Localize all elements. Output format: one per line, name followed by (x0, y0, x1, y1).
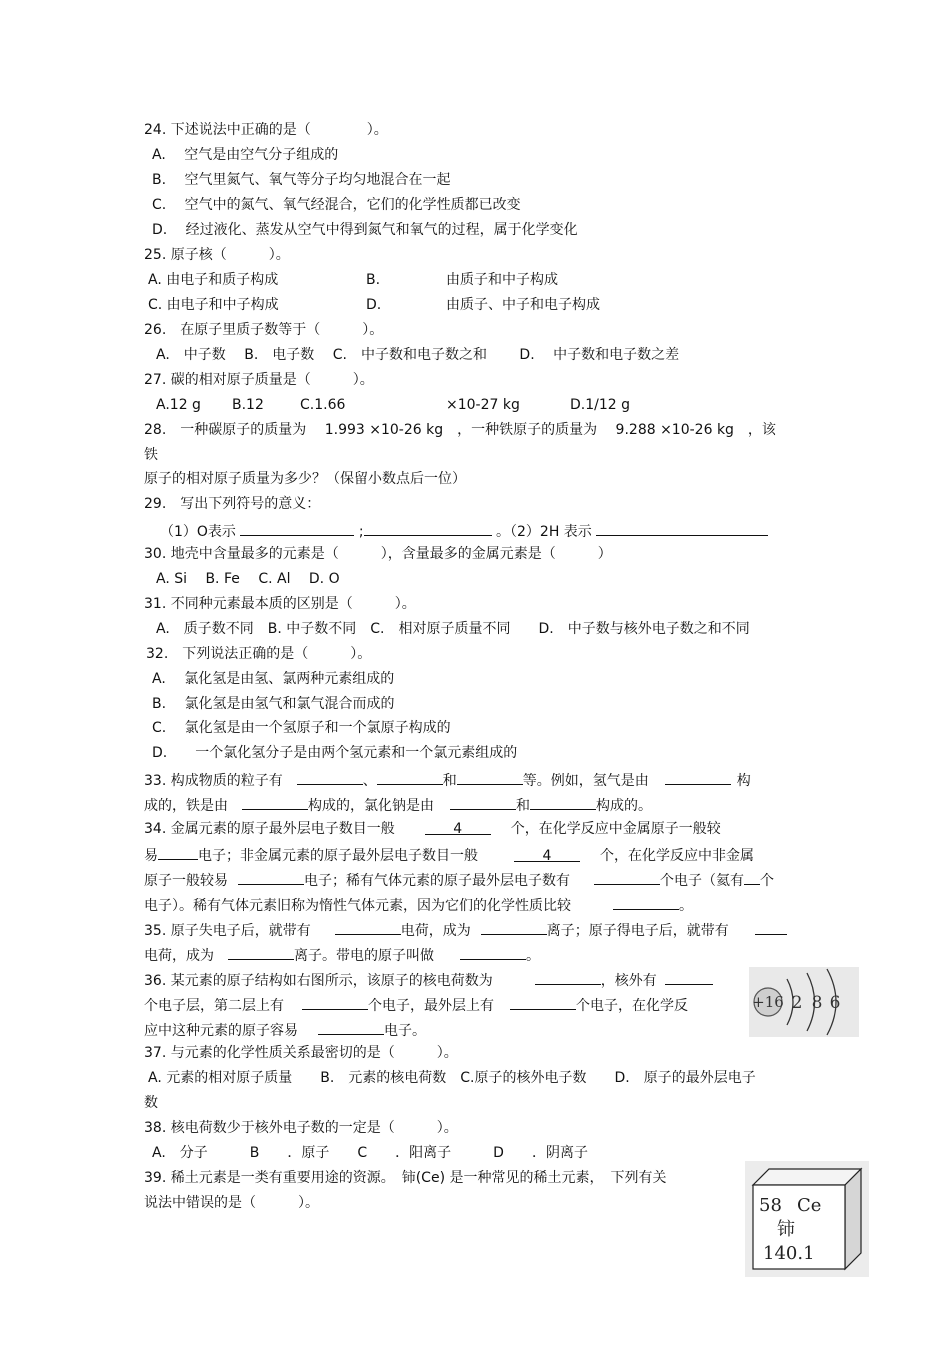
q29-blank-2[interactable] (364, 521, 492, 536)
q35-text-5: 离子。带电的原子叫做 (294, 948, 434, 964)
q36-text-3: 个电子层，第二层上有 (144, 998, 284, 1014)
cube-side-face (845, 1169, 861, 1269)
q29-stem: 29. 写出下列符号的意义： (144, 496, 321, 512)
q33-text-1: 33. 构成物质的粒子有 (144, 773, 283, 789)
q33-line2 (144, 795, 652, 815)
q27-option-a: A.12 g (156, 397, 201, 413)
q35-line2 (144, 945, 540, 965)
q33-text-4: 等。例如，氢气是由 (522, 773, 649, 789)
q37-options-cont: 数 (144, 1095, 158, 1111)
q33-blank-2[interactable] (377, 770, 443, 785)
q34-answer-2[interactable]: 4 (514, 847, 580, 862)
q30-options: A. Si B. Fe C. Al D. O (156, 571, 340, 587)
q29-blank-3[interactable] (596, 521, 768, 536)
q35-text-2: 电荷，成为 (400, 923, 471, 939)
element-symbol: Ce (797, 1195, 822, 1216)
q25-option-b: 由质子和中子构成 (446, 272, 558, 288)
q25-stem: 25. 原子核（ ）。 (144, 247, 290, 263)
q25-option-d: 由质子、中子和电子构成 (446, 297, 600, 313)
q34-text-4: 电子；非金属元素的原子最外层电子数目一般 (198, 848, 478, 864)
q38-options: A. 分子 B ．原子 C ．阳离子 D ．阴离子 (152, 1145, 588, 1161)
q24-option-d: D. 经过液化、蒸发从空气中得到氮气和氧气的过程，属于化学变化 (152, 222, 578, 238)
q34-text-8: 个电子（氦有 (660, 873, 744, 889)
q33-text-2: 、 (362, 773, 377, 789)
atom-structure-diagram (749, 967, 859, 1037)
atomic-number: 58 (759, 1195, 782, 1216)
q34-text-7: 电子；稀有气体元素的原子最外层电子数有 (304, 873, 570, 889)
q34-line2 (144, 845, 754, 865)
q37-options: A. 元素的相对原子质量 B. 元素的核电荷数 C.原子的核外电子数 D. 原子的最外层电子 (148, 1070, 756, 1086)
q24-option-a: A. 空气是由空气分子组成的 (152, 147, 339, 163)
q24-option-c: C. 空气中的氮气、氧气经混合，它们的化学性质都已改变 (152, 197, 521, 213)
q33-blank-3[interactable] (457, 770, 523, 785)
q31-stem: 31. 不同种元素最本质的区别是（ ）。 (144, 596, 416, 612)
q35-text-3: 离子；原子得电子后，就带有 (546, 923, 729, 939)
q30-stem: 30. 地壳中含量最多的元素是（ ），含量最多的金属元素是（ ） (144, 546, 612, 562)
q35-text-4: 电荷，成为 (144, 948, 214, 964)
q33-text-6: 成的，铁是由 (144, 798, 228, 814)
q36-text-5: 个电子，在化学反 (576, 998, 688, 1014)
q33-text-5: 构 (736, 773, 751, 789)
q36-blank-2[interactable] (665, 970, 713, 985)
nucleus-charge: +16 (752, 993, 784, 1011)
q38-stem: 38. 核电荷数少于核外电子数的一定是（ ）。 (144, 1120, 458, 1136)
q33-line1 (144, 770, 751, 790)
q27-option-b: B.12 (232, 397, 264, 413)
q29-sep: ; (358, 524, 364, 540)
q39-line1: 39. 稀土元素是一类有重要用途的资源。 铈(Ce) 是一种常见的稀土元素， 下列有关 (144, 1170, 667, 1186)
q34-text-9: 个 (760, 873, 774, 889)
q36-blank-5[interactable] (318, 1020, 384, 1035)
q35-blank-2[interactable] (481, 920, 547, 935)
q28-line1: 28. 一种碳原子的质量为 1.993 ×10-26 kg ，一种铁原子的质量为 9.288 ×10-26 kg ，该 (144, 422, 776, 438)
q34-text-11: 。 (679, 898, 693, 914)
q34-text-5: 个，在化学反应中非金属 (600, 848, 754, 864)
q36-line1 (144, 970, 713, 990)
q36-text-7: 电子。 (384, 1023, 426, 1039)
q34-line1 (144, 820, 721, 838)
q32-option-d: D. 一个氯化氢分子是由两个氢元素和一个氯元素组成的 (152, 745, 518, 761)
q25-option-a: A. 由电子和质子构成 (148, 272, 279, 288)
q36-line2 (144, 995, 688, 1015)
q33-text-9: 构成的。 (596, 798, 652, 814)
q39-line2: 说法中错误的是（ ）。 (144, 1195, 319, 1211)
q27-option-c-unit: ×10-27 kg (446, 397, 520, 413)
q34-text-1: 34. 金属元素的原子最外层电子数目一般 (144, 821, 395, 837)
q35-text-6: 。 (526, 948, 540, 964)
q24-option-b: B. 空气里氮气、氧气等分子均匀地混合在一起 (152, 172, 451, 188)
q33-text-3: 和 (442, 773, 457, 789)
q25-option-b-letter: B. (366, 272, 381, 288)
q27-option-d: D.1/12 g (570, 397, 631, 413)
q34-blank-2[interactable] (238, 870, 304, 885)
q33-blank-6[interactable] (450, 795, 516, 810)
shell-2-electrons: 8 (811, 993, 823, 1013)
q33-blank-5[interactable] (242, 795, 308, 810)
q35-blank-4[interactable] (228, 945, 294, 960)
q36-line3 (144, 1020, 426, 1040)
q35-blank-3[interactable] (755, 920, 787, 935)
q34-text-6: 原子一般较易 (144, 873, 228, 889)
q37-stem: 37. 与元素的化学性质关系最密切的是（ ）。 (144, 1045, 458, 1061)
q36-blank-4[interactable] (510, 995, 576, 1010)
q32-option-a: A. 氯化氢是由氢、氯两种元素组成的 (152, 671, 395, 687)
q25-option-d-letter: D. (366, 297, 382, 313)
q34-line4 (144, 895, 693, 915)
q33-blank-4[interactable] (665, 770, 731, 785)
q35-line1 (144, 920, 787, 940)
q34-blank-3[interactable] (594, 870, 660, 885)
q34-blank-5[interactable] (613, 895, 679, 910)
q36-blank-1[interactable] (535, 970, 601, 985)
q28-line3: 原子的相对原子质量为多少？（保留小数点后一位） (144, 471, 466, 487)
q28-line2: 铁 (144, 447, 158, 463)
q27-option-c: C.1.66 (300, 397, 346, 413)
q35-text-1: 35. 原子失电子后，就带有 (144, 923, 311, 939)
q24-stem: 24. 下述说法中正确的是（ ）。 (144, 122, 388, 138)
q29-blank-1[interactable] (240, 521, 354, 536)
q34-blank-4[interactable] (744, 870, 760, 885)
q33-blank-1[interactable] (297, 770, 363, 785)
q32-stem: 32. 下列说法正确的是（ ）。 (146, 646, 372, 662)
q36-text-2: ，核外有 (600, 973, 657, 989)
atomic-mass: 140.1 (763, 1243, 815, 1264)
q26-stem: 26. 在原子里质子数等于（ ）。 (144, 322, 384, 338)
shell-1-electrons: 2 (791, 993, 803, 1013)
q32-option-c: C. 氯化氢是由一个氢原子和一个氯原子构成的 (152, 720, 451, 736)
q27-stem: 27. 碳的相对原子质量是（ ）。 (144, 372, 374, 388)
q34-blank-1[interactable] (158, 845, 198, 860)
q34-line3 (144, 870, 774, 890)
q34-text-3: 易 (144, 848, 158, 864)
q26-options: A. 中子数 B. 电子数 C. 中子数和电子数之和 D. 中子数和电子数之差 (156, 347, 680, 363)
q29-blanks (160, 521, 768, 541)
q31-options: A. 质子数不同 B. 中子数不同 C. 相对原子质量不同 D. 中子数与核外电子数之和不同 (156, 621, 750, 637)
q35-blank-1[interactable] (335, 920, 401, 935)
q33-blank-7[interactable] (530, 795, 596, 810)
q33-text-8: 和 (516, 798, 530, 814)
cerium-element-cube (745, 1161, 869, 1277)
q35-blank-5[interactable] (460, 945, 526, 960)
shell-3-electrons: 6 (829, 993, 841, 1013)
element-name: 铈 (777, 1219, 795, 1240)
q25-option-c: C. 由电子和中子构成 (148, 297, 279, 313)
q36-text-1: 36. 某元素的原子结构如右图所示，该原子的核电荷数为 (144, 973, 493, 989)
q34-text-10: 电子）。稀有气体元素旧称为惰性气体元素，因为它们的化学性质比较 (144, 898, 571, 914)
q29-part1: （1）O表示 (160, 524, 236, 540)
q34-answer-1[interactable]: 4 (425, 820, 491, 835)
q33-text-7: 构成的，氯化钠是由 (308, 798, 434, 814)
q32-option-b: B. 氯化氢是由氢气和氯气混合而成的 (152, 696, 395, 712)
q36-text-6: 应中这种元素的原子容易 (144, 1023, 298, 1039)
cube-top-face (753, 1169, 861, 1185)
q29-part2: 。（2）2H 表示 (496, 524, 592, 540)
q36-blank-3[interactable] (302, 995, 368, 1010)
q34-text-2: 个，在化学反应中金属原子一般较 (510, 821, 721, 837)
q36-text-4: 个电子，最外层上有 (368, 998, 494, 1014)
